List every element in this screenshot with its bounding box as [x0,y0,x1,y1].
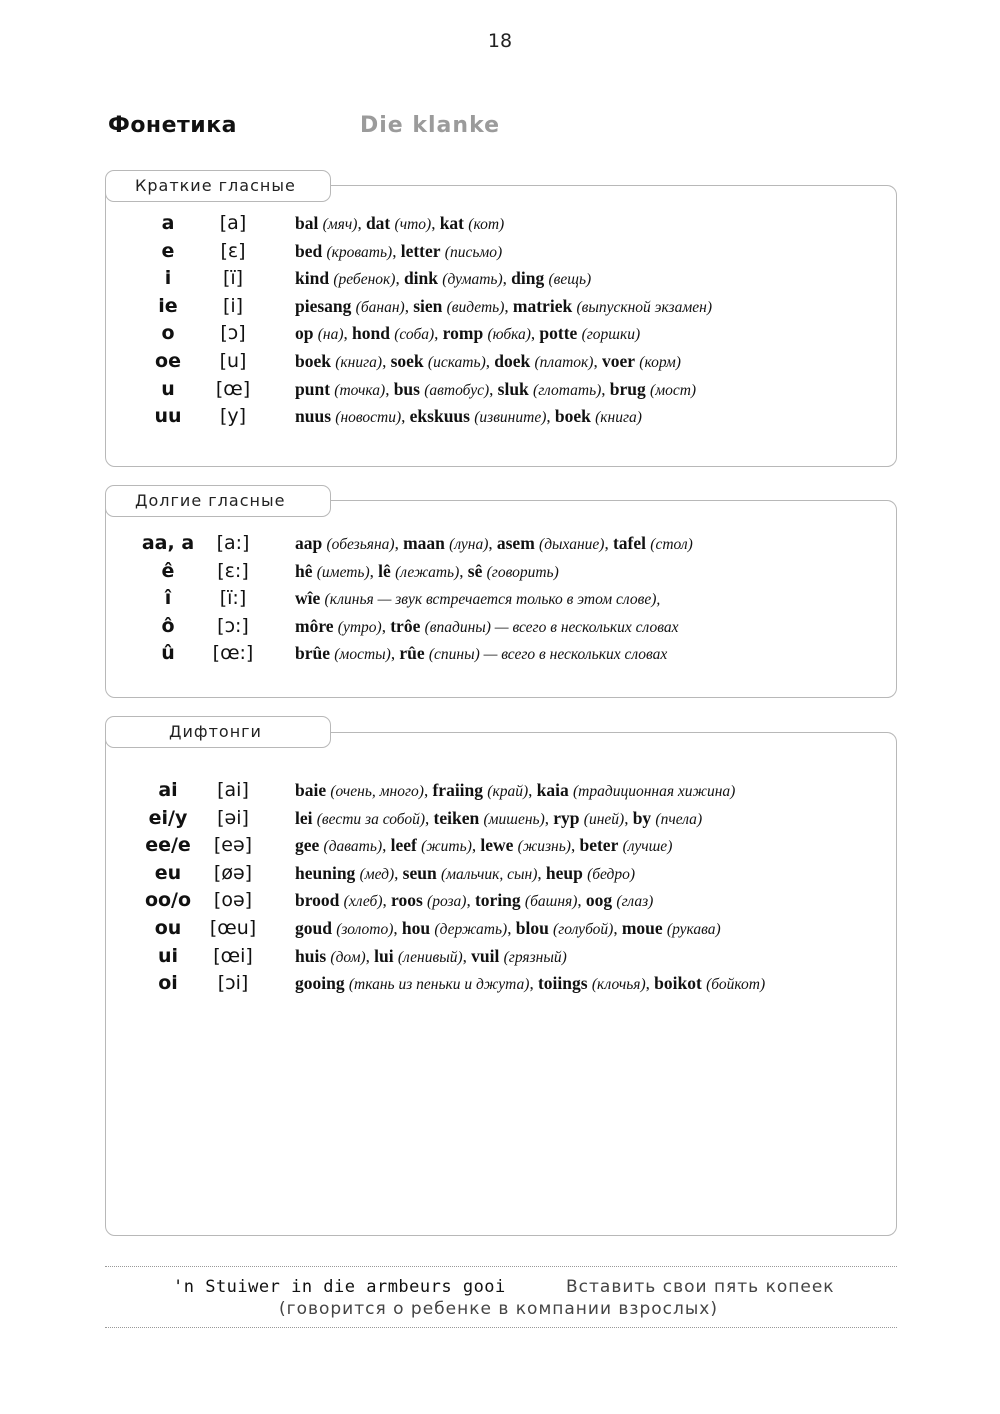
table-row [0,970,1000,998]
example-word: bed [295,240,323,261]
example-translation: автобус [429,381,484,399]
ipa-cell: [œi] [213,944,253,967]
example-translation: рукава [672,920,716,938]
example-word: potte [539,323,578,344]
letter-cell: ei/y [148,806,188,829]
letter-cell: oi [158,972,178,995]
example-translation: голубой [558,920,609,938]
example-word: dat [365,213,391,233]
table-row [0,887,1000,915]
table-row [0,832,1000,860]
example-translation: платок [539,353,589,371]
example-translation: на [322,326,339,344]
footer-translation-line1: Вставить свои пять копеек [566,1277,835,1297]
example-word: doek [494,350,531,371]
example-translation: луна [454,536,484,553]
example-word: lei [295,807,313,828]
letter-cell: aa, a [141,532,195,554]
example-word: heuning [295,862,356,883]
example-word: vuil [471,945,500,966]
example-translation: дыхание [544,536,600,553]
example-translation: ленивый [403,948,458,966]
letter-cell: û [161,642,175,665]
table-row [0,210,1000,238]
example-translation: выпускной экзамен [581,298,707,316]
table-row [0,585,1000,613]
example-word: soek [390,350,424,371]
example-word: boikot [654,973,702,994]
example-translation: ребенок [338,271,391,289]
table-row [0,613,1000,641]
example-translation: обезьяна [331,536,390,553]
letter-cell: ee/e [145,834,191,857]
letter-cell: i [164,267,172,290]
example-translation: ткань из пеньки и джута [354,976,525,994]
example-word: beter [579,835,619,856]
example-translation: говорить [491,563,554,581]
example-word: romp [442,323,484,344]
example-word: ekskuus [409,406,470,427]
example-word: maan [403,533,445,553]
letter-cell: î [164,587,172,610]
example-word: ryp [553,807,580,828]
examples-cell: piesang (банан), sien (видеть), matriek (выпускной экзамен) [295,295,712,316]
table-row [0,530,1000,558]
example-word: heup [545,862,583,883]
example-translation: думать [447,271,498,289]
example-translation: глотать [538,381,597,399]
example-translation: стол [655,536,688,553]
examples-cell: brood (хлеб), roos (роза), toring (башня), oog (глаз) [295,890,654,911]
ipa-cell: [ɛ] [220,239,246,262]
page-number: 18 [487,30,513,52]
example-translation: книга [340,353,377,371]
example-translation: бойкот [711,976,760,994]
example-translation: грязный [508,948,562,966]
page-title: Фонетика [108,113,237,138]
section-tab-diphthongs: Дифтонги [105,716,331,748]
example-word: bus [393,378,420,399]
ipa-cell: [ï] [222,267,244,290]
letter-cell: o [161,322,175,345]
example-translation: утро [342,618,377,636]
ipa-cell: [i] [222,294,244,317]
rows-short-vowels [0,210,1000,431]
table-row [0,805,1000,833]
example-translation: новости [340,409,396,427]
example-word: lewe [480,835,514,856]
examples-cell: goud (золото), hou (держать), blou (голубой), moue (рукава) [295,917,721,938]
example-translation: книга [600,409,637,427]
footer-divider-top [105,1266,897,1267]
section-tab-long-vowels: Долгие гласные [105,485,331,517]
example-word: gooing [295,973,345,994]
example-word: roos [391,890,423,911]
example-word: teiken [433,807,480,828]
examples-cell: op (на), hond (соба), romp (юбка), potte (горшки) [295,323,641,344]
example-word: kaia [536,780,569,800]
examples-cell: aap (обезьяна), maan (луна), asem (дыхание), tafel (стол) [295,533,693,553]
example-translation: роза [432,893,462,911]
examples-cell: heuning (мед), seun (мальчик, сын), heup (бедро) [295,862,636,883]
ipa-cell: [ɔ] [220,322,246,345]
example-translation: юбка [492,326,526,344]
example-translation: кровать [331,243,388,261]
example-translation: традиционная хижина [578,783,731,800]
examples-cell: wîe (клинья — звук встречается только в этом слове), [295,588,661,609]
example-translation: что [399,216,427,233]
example-word: baie [295,780,327,800]
example-word: môre [295,615,334,636]
letter-cell: e [161,239,175,262]
example-translation: письмо [449,243,498,261]
example-translation: мяч [327,216,353,233]
ipa-cell: [ai] [217,779,249,801]
example-word: fraiing [432,780,484,800]
example-translation: впадины) — всего в нескольких словах [429,618,679,636]
ipa-cell: [a:] [216,532,250,554]
example-word: huis [295,945,327,966]
examples-cell: baie (очень, много), fraiing (край), kaia (традиционная хижина) [295,780,736,800]
example-word: aap [295,533,323,553]
example-word: nuus [295,406,332,427]
examples-cell: boek (книга), soek (искать), doek (платок), voer (корм) [295,350,681,371]
example-translation: дом [335,948,361,966]
examples-cell: bed (кровать), letter (письмо) [295,240,503,261]
table-row [0,860,1000,888]
ipa-cell: [a] [219,212,247,234]
example-word: hou [401,917,431,938]
example-translation: соба [399,326,429,344]
example-translation: видеть [451,298,500,316]
example-word: sê [467,560,483,581]
example-translation: жизнь [522,838,566,856]
page-title-afrikaans: Die klanke [360,113,501,138]
table-row [0,320,1000,348]
ipa-cell: [œ] [215,377,251,400]
example-word: by [632,807,652,828]
ipa-cell: [ɔi] [217,972,249,995]
ipa-cell: [ɛ:] [217,559,249,582]
example-word: bal [295,213,319,233]
letter-cell: oe [155,349,181,372]
example-translation: вещь [553,271,587,289]
example-word: brood [295,890,340,911]
example-translation: банан [360,298,400,316]
example-word: brûe [295,643,330,664]
example-word: sien [413,295,443,316]
example-translation: точка [339,381,381,399]
letter-cell: ai [158,779,178,801]
footer-divider-bottom [105,1327,897,1328]
example-translation: горшки [586,326,635,344]
example-translation: башня [530,893,573,911]
example-translation: иней [588,810,620,828]
letter-cell: eu [154,861,182,884]
example-translation: вести за собой [321,810,420,828]
example-translation: мальчик, сын [446,865,533,883]
example-translation: очень, много [335,783,419,800]
example-translation: кот [473,216,500,233]
examples-cell: môre (утро), trôe (впадины) — всего в нескольких словах [295,615,679,636]
example-word: boek [295,350,331,371]
examples-cell: kind (ребенок), dink (думать), ding (вещь) [295,268,592,289]
table-row [0,558,1000,586]
table-row [0,640,1000,668]
example-translation: держать [439,920,503,938]
letter-cell: u [161,377,175,400]
ipa-cell: [ï:] [219,587,247,610]
example-word: matriek [512,295,573,316]
example-translation: глаз [621,893,649,911]
example-word: toring [474,890,521,911]
example-word: piesang [295,295,352,316]
rows-diphthongs [0,777,1000,998]
example-word: asem [496,533,535,553]
example-translation: давать [328,838,377,856]
example-translation: пчела [660,810,697,828]
example-translation: край [492,783,523,800]
section-tab-short-vowels: Краткие гласные [105,170,331,202]
table-row [0,403,1000,431]
example-word: lui [374,945,394,966]
table-row [0,376,1000,404]
example-word: ding [511,268,545,289]
example-word: trôe [390,615,421,636]
example-word: moue [621,917,663,938]
letter-cell: ie [158,294,178,317]
example-word: oog [585,890,613,911]
letter-cell: oo/o [144,889,192,912]
example-translation: клочья [596,976,641,994]
example-word: seun [402,862,437,883]
ipa-cell: [eə] [213,834,253,857]
ipa-cell: [øə] [213,861,253,884]
ipa-cell: [œu] [209,916,257,939]
example-word: wîe [295,588,321,609]
examples-cell: hê (иметь), lê (лежать), sê (говорить) [295,560,559,581]
table-row [0,348,1000,376]
examples-cell: lei (вести за собой), teiken (мишень), ryp (иней), by (пчела) [295,807,703,828]
example-word: lê [378,560,391,581]
example-word: op [295,323,314,344]
letter-cell: ui [157,944,179,967]
ipa-cell: [oə] [213,889,253,912]
example-translation: извините [479,409,542,427]
example-translation: иметь [321,563,365,581]
example-translation: мост [655,381,691,399]
example-word: gee [295,835,320,856]
examples-cell: huis (дом), lui (ленивый), vuil (грязный) [295,945,567,966]
ipa-cell: [œ:] [212,642,254,665]
examples-cell: gee (давать), leef (жить), lewe (жизнь), beter (лучше) [295,835,673,856]
example-word: kind [295,268,330,289]
ipa-cell: [u] [219,349,247,372]
example-translation: бедро [592,865,630,883]
examples-cell: punt (точка), bus (автобус), sluk (глотать), brug (мост) [295,378,697,399]
example-word: brug [609,378,646,399]
footer-idiom: 'n Stuiwer in die armbeurs gooi [173,1277,506,1297]
ipa-cell: [ɔ:] [217,614,249,637]
examples-cell: gooing (ткань из пеньки и джута), toiings (клочья), boikot (бойкот) [295,973,766,994]
ipa-cell: [y] [219,405,247,428]
example-word: kat [439,213,465,233]
letter-cell: ô [161,614,175,637]
table-row [0,238,1000,266]
example-word: goud [295,917,332,938]
example-word: hê [295,560,313,581]
letter-cell: ê [161,559,175,582]
example-word: toiings [537,973,588,994]
example-translation: золото [341,920,389,938]
example-translation: мед [364,865,389,883]
example-translation: клинья — звук встречается только в этом слове), [329,591,661,609]
example-translation: корм [644,353,676,371]
letter-cell: ou [154,916,182,939]
example-word: rûe [399,643,425,664]
example-translation: спины) — всего в нескольких словах [434,646,668,664]
example-word: boek [554,406,591,427]
ipa-cell: [əi] [217,806,249,829]
example-translation: искать [433,353,481,371]
example-word: voer [601,350,636,371]
letter-cell: uu [154,405,182,428]
example-word: leef [390,835,417,856]
example-word: punt [295,378,331,399]
example-translation: лучше [627,838,668,856]
table-row [0,293,1000,321]
examples-cell: brûe (мосты), rûe (спины) — всего в нескольких словах [295,643,668,664]
table-row [0,943,1000,971]
table-row [0,777,1000,805]
example-translation: жить [426,838,467,856]
examples-cell: bal (мяч), dat (что), kat (кот) [295,213,505,233]
examples-cell: nuus (новости), ekskuus (извините), boek (книга) [295,406,642,427]
letter-cell: a [161,212,175,234]
example-word: tafel [612,533,647,553]
table-row [0,915,1000,943]
example-word: sluk [497,378,529,399]
example-word: blou [515,917,549,938]
example-word: hond [352,323,390,344]
example-translation: хлеб [348,893,378,911]
table-row [0,265,1000,293]
example-word: dink [403,268,439,289]
example-translation: мишень [488,810,540,828]
example-translation: мосты [339,646,386,664]
footer-translation-line2: (говорится о ребенке в компании взрослых) [279,1299,718,1319]
example-translation: лежать [400,563,455,581]
example-word: letter [400,240,441,261]
rows-long-vowels [0,530,1000,668]
